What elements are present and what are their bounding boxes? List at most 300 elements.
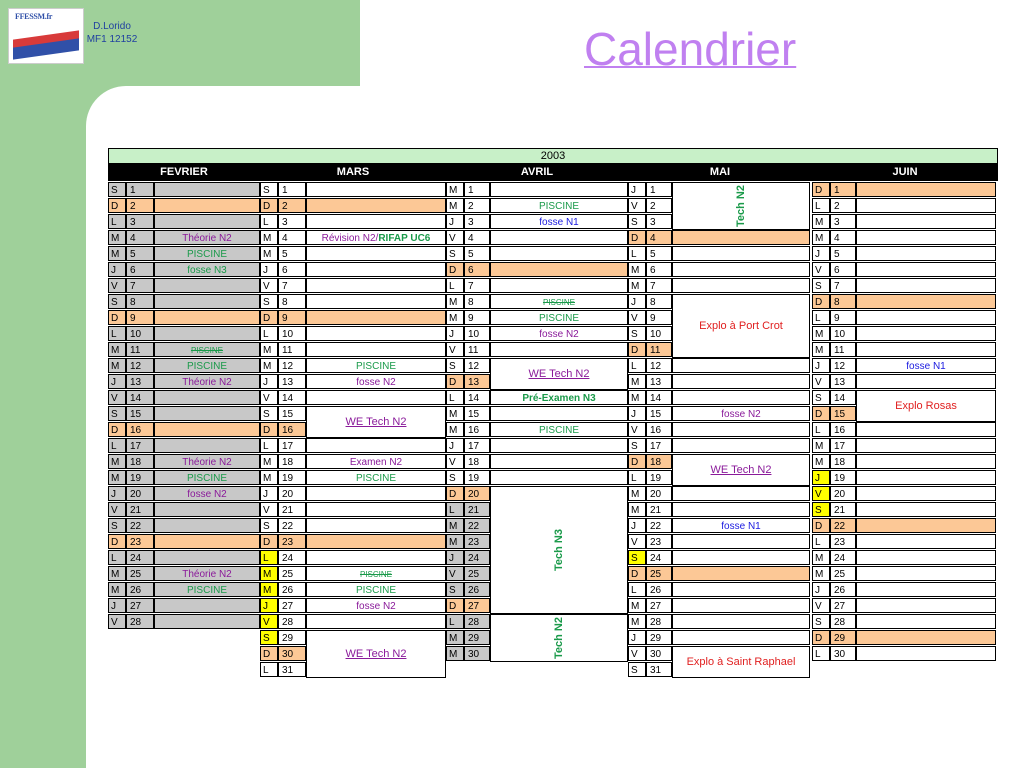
event-cell [856,214,996,229]
event-cell [672,566,810,581]
day-letter: S [628,438,646,453]
day-number: 15 [126,406,154,421]
day-number: 17 [126,438,154,453]
day-number: 21 [126,502,154,517]
day-number: 6 [464,262,490,277]
day-letter: V [446,230,464,245]
day-number: 26 [646,582,672,597]
day-number: 13 [830,374,856,389]
event-cell [306,534,446,549]
event-cell [306,278,446,293]
event-cell [154,390,260,405]
day-number: 4 [126,230,154,245]
day-number: 23 [126,534,154,549]
day-letter: M [260,454,278,469]
mai-tech-n2: Tech N2 [735,185,747,227]
day-number: 16 [126,422,154,437]
day-letter: J [628,406,646,421]
event-cell [490,406,628,421]
day-number: 9 [278,310,306,325]
event-cell: fosse N2 [306,598,446,613]
day-letter: J [812,582,830,597]
day-letter: S [108,406,126,421]
day-letter: M [108,582,126,597]
day-number: 24 [278,550,306,565]
day-number: 5 [830,246,856,261]
day-number: 26 [126,582,154,597]
day-letter: D [628,230,646,245]
calendar-year: 2003 [108,148,998,164]
event-cell [154,502,260,517]
day-number: 26 [830,582,856,597]
day-letter: J [628,518,646,533]
day-number: 2 [830,198,856,213]
day-number: 25 [278,566,306,581]
day-number: 4 [464,230,490,245]
event-cell [154,406,260,421]
mars-we-tech-n2-1: WE Tech N2 [306,406,446,438]
event-cell [672,582,810,597]
event-cell [154,438,260,453]
day-number: 30 [278,646,306,661]
day-number: 18 [646,454,672,469]
day-number: 23 [278,534,306,549]
event-cell [856,630,996,645]
event-cell [490,342,628,357]
event-cell [856,310,996,325]
day-number: 12 [126,358,154,373]
day-number: 23 [464,534,490,549]
day-number: 21 [646,502,672,517]
day-letter: M [628,278,646,293]
event-cell [306,342,446,357]
day-letter: M [108,454,126,469]
event-cell [856,438,996,453]
day-letter: M [446,182,464,197]
day-number: 11 [464,342,490,357]
event-cell: Examen N2 [306,454,446,469]
day-letter: M [628,614,646,629]
day-number: 15 [278,406,306,421]
day-letter: M [446,294,464,309]
event-cell [856,374,996,389]
day-number: 8 [126,294,154,309]
day-number: 17 [464,438,490,453]
day-number: 18 [464,454,490,469]
day-number: 28 [278,614,306,629]
day-number: 11 [646,342,672,357]
day-letter: V [108,614,126,629]
day-number: 10 [278,326,306,341]
event-cell [154,550,260,565]
day-number: 30 [830,646,856,661]
day-letter: D [812,294,830,309]
day-number: 12 [646,358,672,373]
day-number: 1 [278,182,306,197]
day-letter: M [446,518,464,533]
day-letter: D [812,630,830,645]
event-cell [154,278,260,293]
day-letter: V [260,278,278,293]
day-letter: L [628,470,646,485]
event-cell: PISCINE [306,358,446,373]
event-cell [856,278,996,293]
day-number: 8 [464,294,490,309]
day-letter: L [260,662,278,677]
day-letter: S [108,182,126,197]
event-cell [672,630,810,645]
day-letter: J [260,598,278,613]
day-number: 9 [126,310,154,325]
event-cell [154,310,260,325]
event-cell: fosse N2 [490,326,628,341]
day-number: 21 [830,502,856,517]
day-letter: J [628,294,646,309]
day-letter: M [812,438,830,453]
day-letter: J [108,374,126,389]
day-letter: S [628,326,646,341]
day-letter: S [446,582,464,597]
day-number: 27 [464,598,490,613]
day-letter: V [812,374,830,389]
day-letter: S [260,406,278,421]
day-number: 30 [464,646,490,661]
event-cell [856,454,996,469]
day-number: 12 [278,358,306,373]
day-number: 24 [126,550,154,565]
avril-tech-n2-box [490,614,628,662]
event-cell [672,486,810,501]
day-number: 2 [464,198,490,213]
logo-text: FFESSM.fr [15,12,53,21]
day-number: 21 [464,502,490,517]
event-cell: PISCINE [154,470,260,485]
event-cell [154,422,260,437]
day-number: 4 [646,230,672,245]
day-number: 1 [830,182,856,197]
day-number: 13 [646,374,672,389]
day-number: 16 [464,422,490,437]
day-letter: J [628,182,646,197]
day-number: 11 [126,342,154,357]
event-cell [672,614,810,629]
day-letter: V [628,534,646,549]
day-number: 25 [646,566,672,581]
day-letter: D [628,342,646,357]
day-number: 14 [126,390,154,405]
day-number: 3 [830,214,856,229]
day-number: 8 [278,294,306,309]
day-number: 14 [830,390,856,405]
day-number: 7 [464,278,490,293]
day-number: 17 [646,438,672,453]
day-letter: M [446,422,464,437]
day-number: 25 [830,566,856,581]
day-number: 4 [278,230,306,245]
day-letter: M [108,230,126,245]
day-letter: J [812,246,830,261]
day-letter: S [446,358,464,373]
day-number: 22 [464,518,490,533]
day-letter: V [812,486,830,501]
day-number: 29 [278,630,306,645]
event-cell: PISCINE [490,422,628,437]
day-letter: L [108,326,126,341]
event-cell [490,278,628,293]
day-number: 31 [646,662,672,677]
day-letter: J [812,358,830,373]
event-cell: PISCINE [306,566,446,581]
day-number: 28 [126,614,154,629]
day-number: 3 [646,214,672,229]
day-number: 29 [464,630,490,645]
event-cell [672,438,810,453]
day-number: 9 [830,310,856,325]
day-number: 20 [646,486,672,501]
calendar-table [108,148,998,676]
day-number: 3 [278,214,306,229]
event-cell [672,598,810,613]
day-number: 6 [646,262,672,277]
day-number: 23 [830,534,856,549]
day-letter: M [446,630,464,645]
event-cell [856,470,996,485]
day-letter: M [812,550,830,565]
day-letter: L [446,278,464,293]
day-number: 28 [646,614,672,629]
day-number: 15 [464,406,490,421]
event-cell [672,230,810,245]
day-letter: D [108,534,126,549]
event-cell [672,374,810,389]
day-letter: S [628,550,646,565]
day-number: 22 [830,518,856,533]
day-letter: M [260,566,278,581]
day-letter: M [446,310,464,325]
day-letter: L [812,534,830,549]
event-cell: PISCINE [154,358,260,373]
day-letter: D [446,374,464,389]
month-header-juin: JUIN [812,163,998,181]
event-cell: PISCINE [490,198,628,213]
day-letter: L [812,310,830,325]
day-letter: M [108,566,126,581]
event-cell [490,262,628,277]
avril-tech-n2: Tech N2 [553,617,565,659]
mai-tech-n2-box [672,182,810,230]
day-letter: D [446,262,464,277]
event-cell [856,262,996,277]
day-letter: M [108,358,126,373]
event-cell [154,534,260,549]
day-number: 10 [830,326,856,341]
event-cell [672,502,810,517]
day-letter: L [628,246,646,261]
day-letter: D [628,454,646,469]
event-cell [856,534,996,549]
day-number: 7 [126,278,154,293]
month-header-mars: MARS [260,163,446,181]
day-letter: L [628,582,646,597]
day-letter: D [812,518,830,533]
event-cell [490,438,628,453]
day-number: 22 [126,518,154,533]
event-cell: Théorie N2 [154,374,260,389]
day-letter: L [446,502,464,517]
day-letter: M [628,374,646,389]
day-letter: M [260,470,278,485]
event-cell: PISCINE [490,310,628,325]
event-cell [856,518,996,533]
day-letter: L [812,646,830,661]
day-number: 9 [646,310,672,325]
day-number: 22 [278,518,306,533]
event-cell [856,486,996,501]
day-letter: V [260,390,278,405]
day-number: 7 [646,278,672,293]
day-number: 18 [278,454,306,469]
day-letter: M [628,486,646,501]
event-cell [154,198,260,213]
day-letter: J [446,550,464,565]
event-cell [672,246,810,261]
day-number: 15 [830,406,856,421]
author-info [82,20,142,46]
day-letter: M [628,262,646,277]
day-letter: S [260,294,278,309]
month-header-avril: AVRIL [446,163,628,181]
day-number: 2 [646,198,672,213]
day-letter: J [260,262,278,277]
day-letter: D [260,646,278,661]
avril-tech-n3-box [490,486,628,614]
day-number: 18 [830,454,856,469]
event-cell [856,582,996,597]
day-number: 4 [830,230,856,245]
day-letter: M [446,406,464,421]
day-letter: D [812,182,830,197]
day-letter: V [446,566,464,581]
day-letter: J [108,262,126,277]
event-cell [306,246,446,261]
day-number: 20 [278,486,306,501]
day-letter: D [108,422,126,437]
ffessm-logo [8,8,84,64]
day-letter: J [108,486,126,501]
day-letter: D [812,406,830,421]
event-cell [672,358,810,373]
day-number: 12 [830,358,856,373]
day-letter: L [260,550,278,565]
day-number: 19 [646,470,672,485]
day-letter: S [812,278,830,293]
day-letter: D [108,198,126,213]
day-number: 27 [646,598,672,613]
event-cell [856,342,996,357]
day-number: 8 [830,294,856,309]
day-letter: M [446,534,464,549]
day-number: 10 [126,326,154,341]
day-number: 22 [646,518,672,533]
event-cell [154,182,260,197]
day-number: 26 [464,582,490,597]
day-number: 12 [464,358,490,373]
day-number: 17 [278,438,306,453]
event-cell [306,390,446,405]
day-number: 6 [830,262,856,277]
event-cell: PISCINE [154,342,260,357]
day-number: 16 [830,422,856,437]
day-letter: M [812,566,830,581]
event-revision-rifap: Révision N2/RIFAP UC6 [306,230,446,245]
day-number: 16 [278,422,306,437]
day-number: 29 [646,630,672,645]
author-name: D.Lorido [93,21,131,32]
event-cell [672,422,810,437]
day-number: 17 [830,438,856,453]
event-cell [856,614,996,629]
day-number: 1 [646,182,672,197]
day-letter: V [446,454,464,469]
event-cell [490,454,628,469]
day-number: 28 [830,614,856,629]
day-number: 14 [278,390,306,405]
day-number: 10 [646,326,672,341]
day-letter: M [446,198,464,213]
day-letter: M [260,342,278,357]
event-cell: fosse N2 [154,486,260,501]
mai-we-tech-n2: WE Tech N2 [672,454,810,486]
day-number: 27 [830,598,856,613]
day-letter: S [812,614,830,629]
day-letter: D [260,534,278,549]
event-cell: fosse N1 [672,518,810,533]
event-cell [154,518,260,533]
day-letter: D [260,198,278,213]
month-header-fevrier: FEVRIER [108,163,260,181]
day-letter: V [446,342,464,357]
day-number: 24 [464,550,490,565]
day-number: 1 [464,182,490,197]
mai-explo-port-crot: Explo à Port Crot [672,294,810,358]
day-number: 2 [278,198,306,213]
day-number: 24 [830,550,856,565]
day-number: 25 [126,566,154,581]
day-number: 11 [278,342,306,357]
event-cell [306,262,446,277]
page-title: Calendrier [584,23,797,75]
day-letter: L [108,214,126,229]
day-number: 13 [464,374,490,389]
day-letter: S [260,630,278,645]
day-letter: M [812,326,830,341]
event-cell [856,566,996,581]
event-cell [154,294,260,309]
day-letter: L [260,326,278,341]
day-number: 29 [830,630,856,645]
day-letter: J [446,214,464,229]
day-number: 18 [126,454,154,469]
day-number: 27 [126,598,154,613]
event-cell [306,326,446,341]
day-number: 28 [464,614,490,629]
day-letter: V [260,614,278,629]
day-letter: V [812,262,830,277]
day-number: 26 [278,582,306,597]
day-letter: M [812,230,830,245]
day-letter: D [446,598,464,613]
event-cell [672,550,810,565]
